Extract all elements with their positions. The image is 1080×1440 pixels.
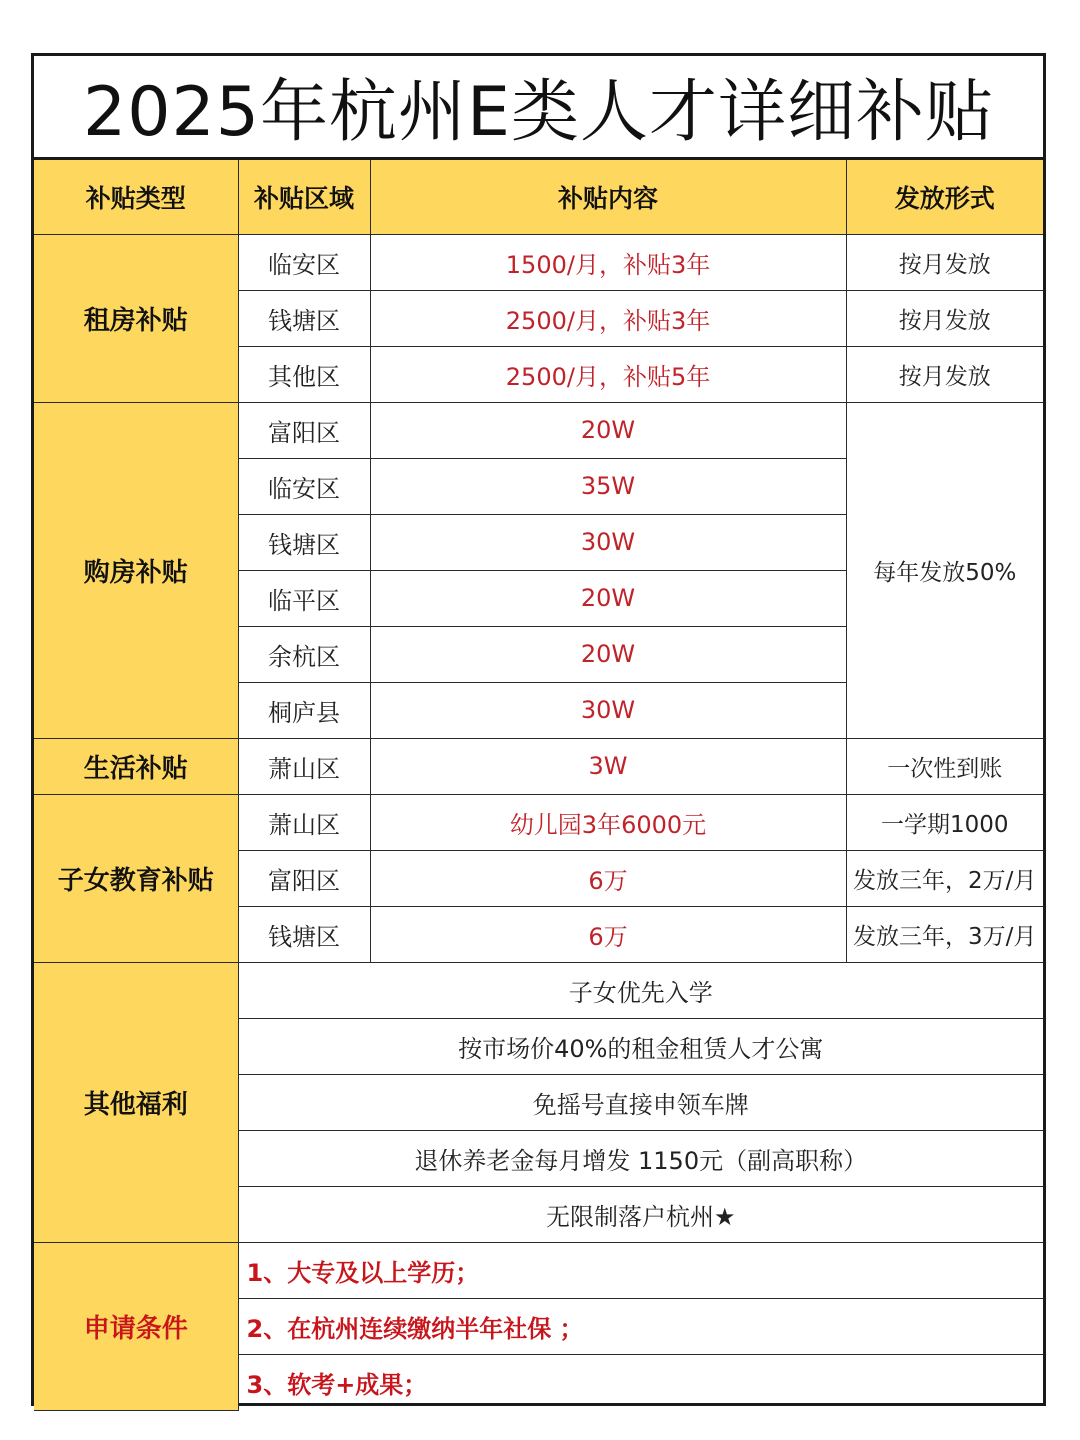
header-type: 补贴类型: [34, 160, 238, 234]
area-cell: 萧山区: [238, 794, 370, 850]
content-cell: 6万: [370, 850, 846, 906]
content-cell: 2500/月，补贴5年: [370, 346, 846, 402]
area-cell: 余杭区: [238, 626, 370, 682]
page-title: 2025年杭州E类人才详细补贴: [34, 56, 1043, 160]
form-cell: 按月发放: [846, 234, 1043, 290]
benefit-item: 免摇号直接申领车牌: [238, 1074, 1043, 1130]
benefit-item: 按市场价40%的租金租赁人才公寓: [238, 1018, 1043, 1074]
area-cell: 桐庐县: [238, 682, 370, 738]
table-header-row: [34, 160, 1043, 234]
table-row: [34, 1242, 1043, 1298]
table-row: [34, 402, 1043, 458]
subsidy-sheet: [31, 53, 1046, 1406]
form-cell: 按月发放: [846, 346, 1043, 402]
form-cell: 一次性到账: [846, 738, 1043, 794]
table-row: [34, 234, 1043, 290]
form-cell: 按月发放: [846, 290, 1043, 346]
table-row: [34, 962, 1043, 1018]
category-rent: 租房补贴: [34, 234, 238, 402]
category-living: 生活补贴: [34, 738, 238, 794]
content-cell: 20W: [370, 570, 846, 626]
category-education: 子女教育补贴: [34, 794, 238, 962]
content-cell: 1500/月，补贴3年: [370, 234, 846, 290]
area-cell: 钱塘区: [238, 906, 370, 962]
table-row: [34, 738, 1043, 794]
area-cell: 富阳区: [238, 850, 370, 906]
header-area: 补贴区域: [238, 160, 370, 234]
header-form: 发放形式: [846, 160, 1043, 234]
category-purchase: 购房补贴: [34, 402, 238, 738]
content-cell: 20W: [370, 626, 846, 682]
content-cell: 6万: [370, 906, 846, 962]
content-cell: 幼儿园3年6000元: [370, 794, 846, 850]
content-cell: 2500/月，补贴3年: [370, 290, 846, 346]
condition-item: 3、软考+成果；: [238, 1354, 1043, 1410]
condition-item: 2、在杭州连续缴纳半年社保 ；: [238, 1298, 1043, 1354]
area-cell: 钱塘区: [238, 290, 370, 346]
area-cell: 萧山区: [238, 738, 370, 794]
category-conditions: 申请条件: [34, 1242, 238, 1410]
form-cell-purchase: 每年发放50%: [846, 402, 1043, 738]
area-cell: 临平区: [238, 570, 370, 626]
area-cell: 临安区: [238, 458, 370, 514]
content-cell: 3W: [370, 738, 846, 794]
content-cell: 30W: [370, 682, 846, 738]
header-content: 补贴内容: [370, 160, 846, 234]
category-other: 其他福利: [34, 962, 238, 1242]
benefit-item: 无限制落户杭州★: [238, 1186, 1043, 1242]
area-cell: 富阳区: [238, 402, 370, 458]
content-cell: 30W: [370, 514, 846, 570]
content-cell: 35W: [370, 458, 846, 514]
area-cell: 临安区: [238, 234, 370, 290]
form-cell: 发放三年，3万/月: [846, 906, 1043, 962]
form-cell: 一学期1000: [846, 794, 1043, 850]
form-cell: 发放三年，2万/月: [846, 850, 1043, 906]
area-cell: 其他区: [238, 346, 370, 402]
area-cell: 钱塘区: [238, 514, 370, 570]
content-cell: 20W: [370, 402, 846, 458]
benefit-item: 退休养老金每月增发 1150元（副高职称）: [238, 1130, 1043, 1186]
condition-item: 1、大专及以上学历；: [238, 1242, 1043, 1298]
subsidy-table: [34, 160, 1043, 1411]
table-row: [34, 794, 1043, 850]
benefit-item: 子女优先入学: [238, 962, 1043, 1018]
